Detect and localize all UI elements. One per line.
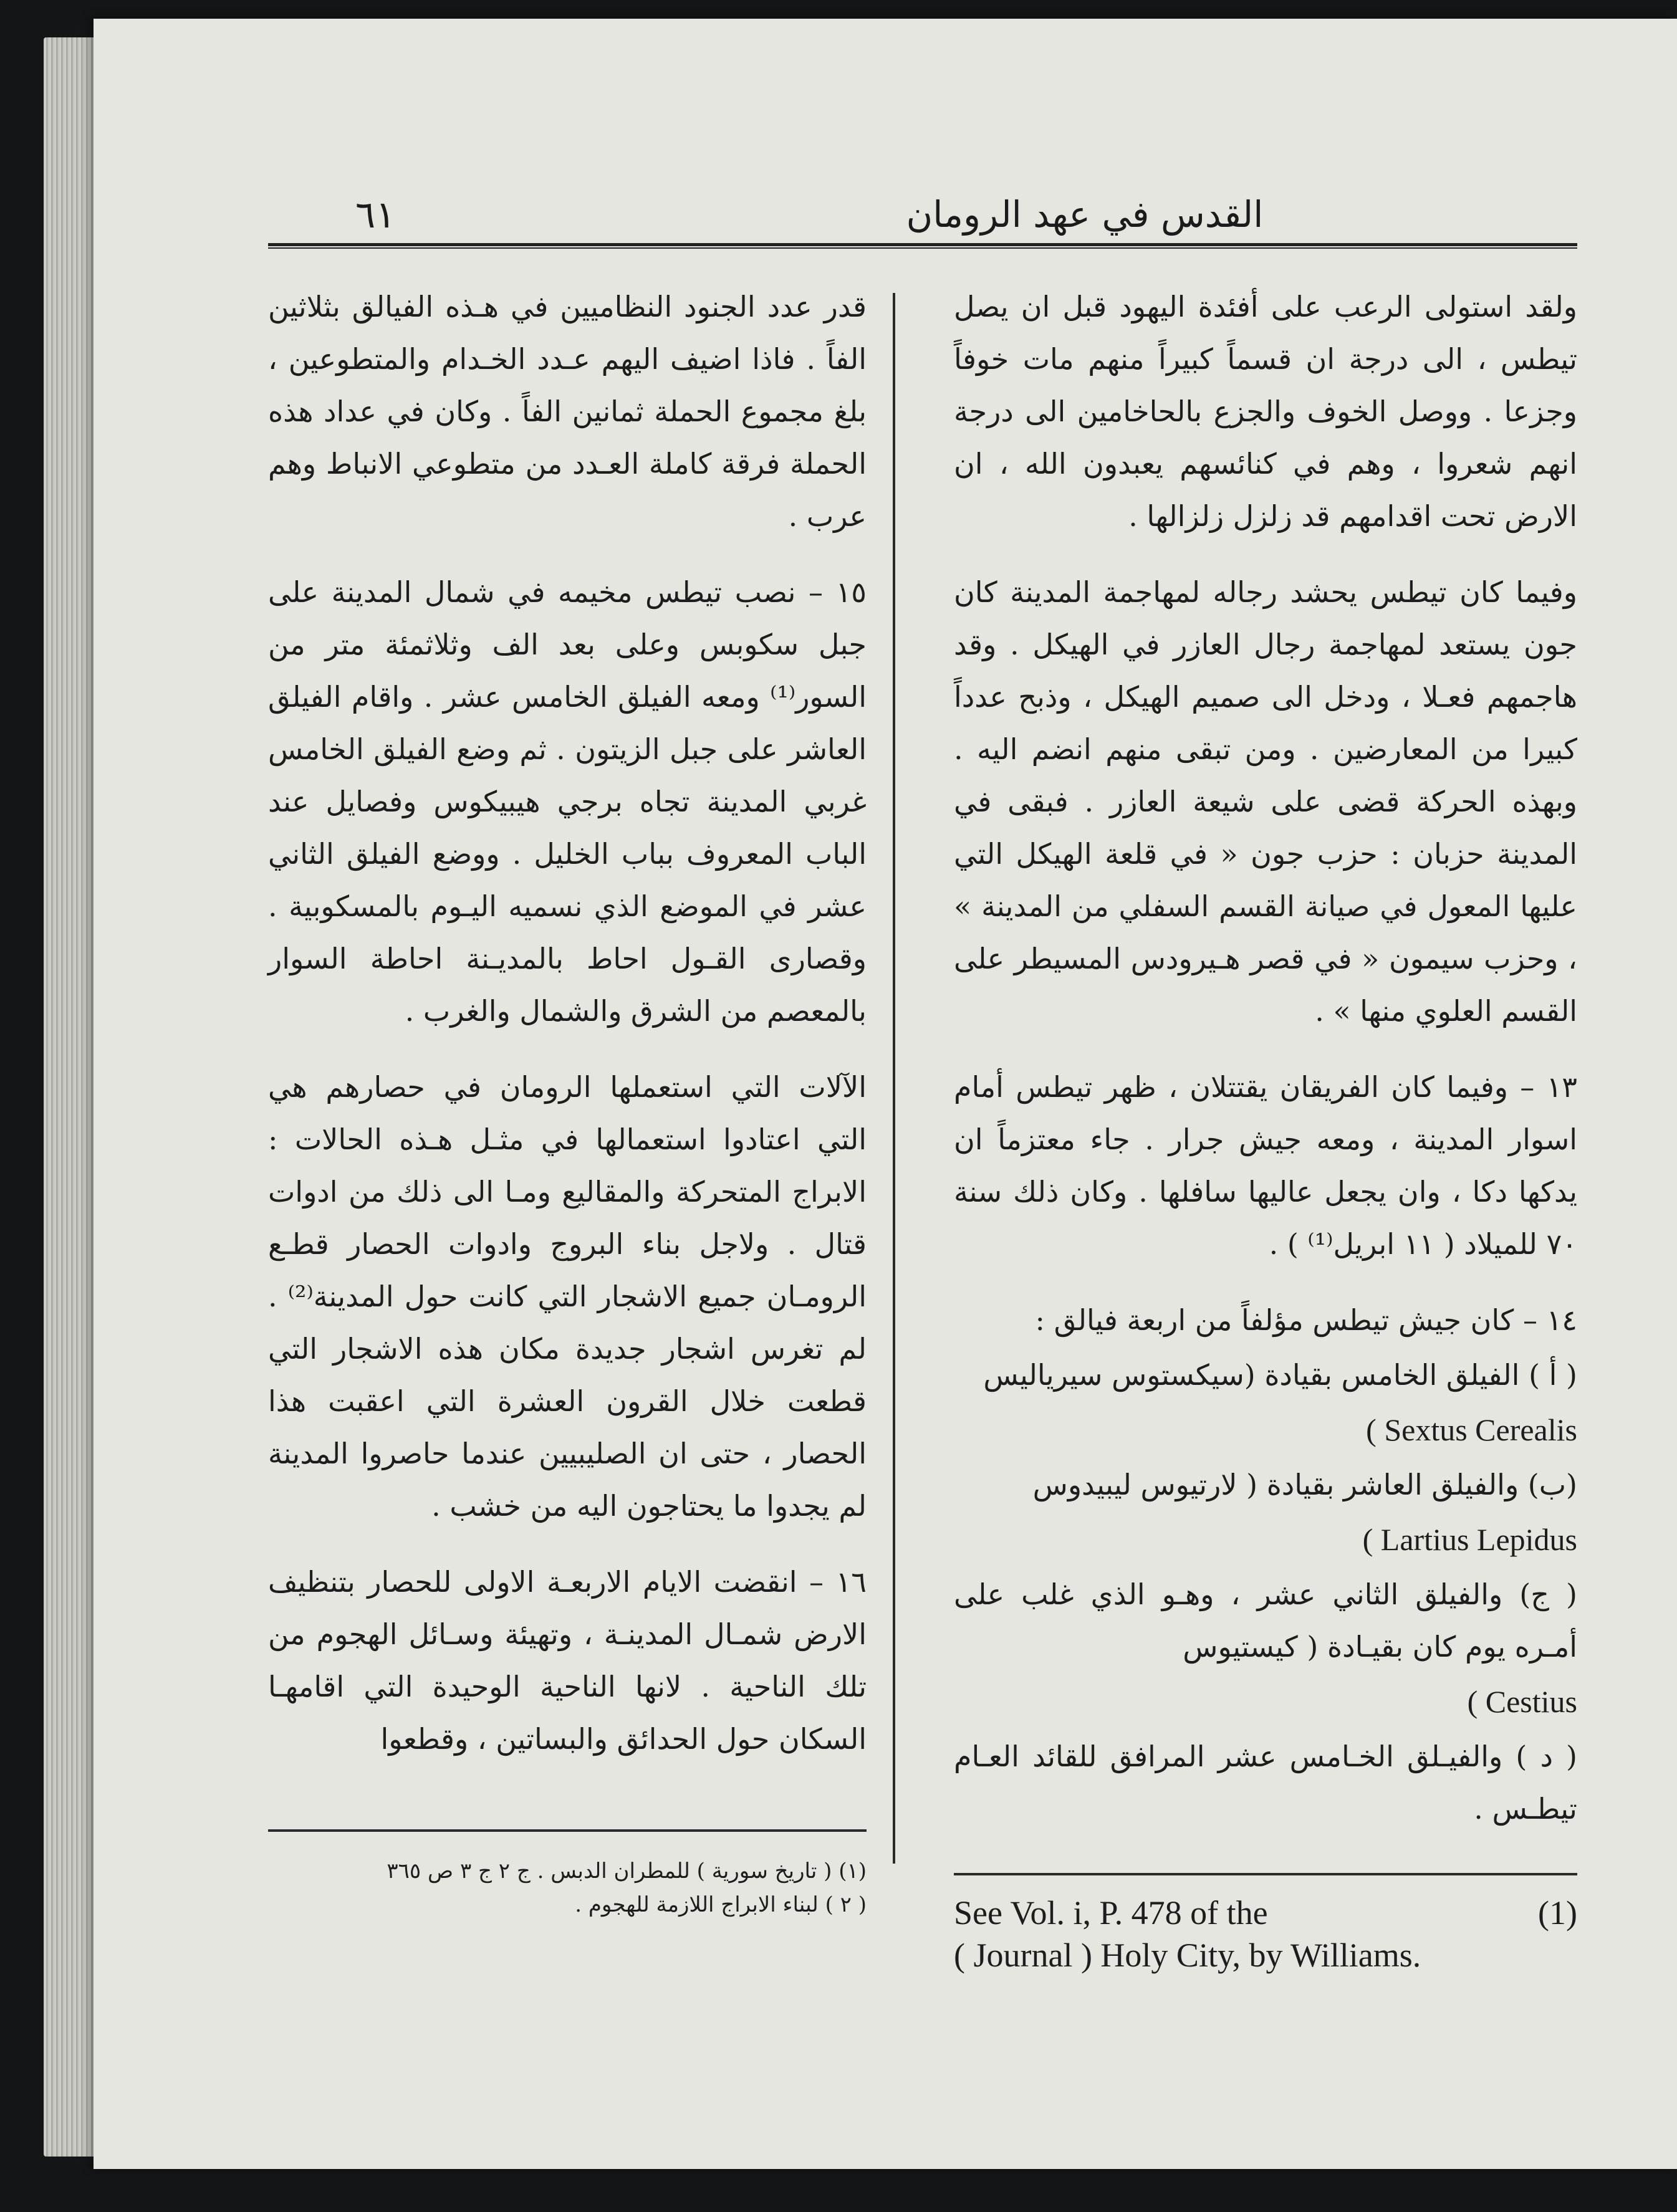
footnote-english-line-1: See Vol. i, P. 478 of the [954,1894,1268,1932]
legion-item-d: ( د ) والفيـلق الخـامس عشر المرافق للقائد العـام تيطـس . [954,1740,1577,1826]
page-number: ٦١ [355,193,396,237]
footnote-rule-left [268,1829,867,1832]
legion-item-b: (ب) والفيلق العاشر بقيادة ( لارتيوس ليبيدوس [1032,1468,1577,1501]
paragraph: ولقد استولى الرعب على أفئدة اليهود قبل ان يصل تيطس ، الى درجة ان قسماً كبيراً منهم مات خوفاً وجزعا . ووصل الخوف والجزع بالحاخامين الى درجة انهم شعروا ، وهم في كنائسهم يعبدون الله ، ان الارض تحت اقدامهم قد زلزل زلزالها . [954,290,1577,533]
footnote-2: ( ٢ ) لبناء الابراج اللازمة للهجوم . [575,1892,867,1917]
footnote-rule-right [954,1873,1577,1875]
footnote-english-marker: (1) [1538,1894,1577,1932]
legion-item-b-latin: ( Lartius Lepidus [1362,1522,1577,1557]
page-header-rule [268,243,1577,249]
page-title: القدس في عهد الرومان [906,193,1264,236]
paragraph: وفيما كان تيطس يحشد رجاله لمهاجمة المدينة كان جون يستعد لمهاجمة رجال العازر في الهيكل . وقد هاجمهم فعـلا ، ودخل الى صميم الهيكل ، وذبح عدداً كبيرا من المعارضين . ومن تبقى منهم انضم اليه . وبهذه الحركة قضى على شيعة العازر . فبقى في المدينة حزبان : حزب جون « في قلعة الهيكل التي عليها المعول في صيانة القسم السفلي من المدينة » ، وحزب سيمون « في قصر هـيرودس المسيطر على القسم العلوي منها » . [954,575,1577,1028]
footnote-english-line-2: ( Journal ) Holy City, by Williams. [954,1937,1421,1974]
left-column [268,280,867,1789]
paragraph: ١٥ – نصب تيطس مخيمه في شمال المدينة على جبل سكوبس وعلى بعد الف وثلاثمئة متر من السور⁽¹⁾ ومعه الفيلق الخامس عشر . واقام الفيلق العاشر على جبل الزيتون . ثم وضع الفيلق الخامس غربي المدينة تجاه برجي هيبيكوس وفصايل عند الباب المعروف بباب الخليل . ووضع الفيلق الثاني عشر في الموضع الذي نسميه اليـوم بالمسكوبية . وقصارى القـول احاط بالمديـنة احاطة السوار بالمعصم من الشرق والشمال والغرب . [268,575,867,1028]
footnotes-left [268,1854,867,1922]
paragraph: ١٤ – كان جيش تيطس مؤلفاً من اربعة فيالق : [1035,1303,1577,1337]
paragraph: ١٣ – وفيما كان الفريقان يقتتلان ، ظهر تيطس أمام اسوار المدينة ، ومعه جيش جرار . جاء معتزماً ان يدكها دكا ، وان يجعل عاليها سافلها . وكان ذلك سنة ٧٠ للميلاد ( ١١ ابريل⁽¹⁾ ) . [954,1070,1577,1261]
legion-item-a-latin: ( Sextus Cerealis [1366,1412,1577,1447]
right-column [954,280,1577,1837]
paragraph: الآلات التي استعملها الرومان في حصارهم هي التي اعتادوا استعمالها في مثـل هـذه الحالات : الابراج المتحركة والمقاليع ومـا الى ذلك من ادوات قتال . ولاجل بناء البروج وادوات الحصار قطـع الرومـان جميع الاشجار التي كانت حول المدينة⁽²⁾ . لم تغرس اشجار جديدة مكان هذه الاشجار التي قطعت خلال القرون العشرة التي اعقبت هذا الحصار ، حتى ان الصليبيين عندما حاصروا المدينة لم يجدوا ما يحتاجون اليه من خشب . [268,1070,867,1523]
footnote-1: (١) ( تاريخ سورية ) للمطران الدبس . ج ٢ ج ٣ ص ٣٦٥ [387,1859,867,1884]
paragraph: ١٦ – انقضت الايام الاربعـة الاولى للحصار بتنظيف الارض شمـال المدينـة ، وتهيئة وسـائل الهجوم من تلك الناحية . لانها الناحية الوحيدة التي اقامهـا السكان حول الحدائق والبساتين ، وقطعوا [268,1565,867,1756]
legion-item-c-latin: ( Cestius [1467,1684,1577,1719]
legion-item-c: ( ج) والفيلق الثاني عشر ، وهـو الذي غلب على أمـره يوم كان بقيـادة ( كيستيوس [954,1578,1577,1664]
column-divider [893,293,895,1864]
legion-item-a: ( أ ) الفيلق الخامس بقيادة (سيكستوس سيرياليس [983,1358,1577,1392]
paragraph: قدر عدد الجنود النظاميين في هـذه الفيالق بثلاثين الفاً . فاذا اضيف اليهم عـدد الخـدام والمتطوعين ، بلغ مجموع الحملة ثمانين الفاً . وكان في عداد هذه الحملة فرقة كاملة العـدد من متطوعي الانباط وهم عرب . [268,290,867,533]
footnote-english [954,1892,1577,1976]
